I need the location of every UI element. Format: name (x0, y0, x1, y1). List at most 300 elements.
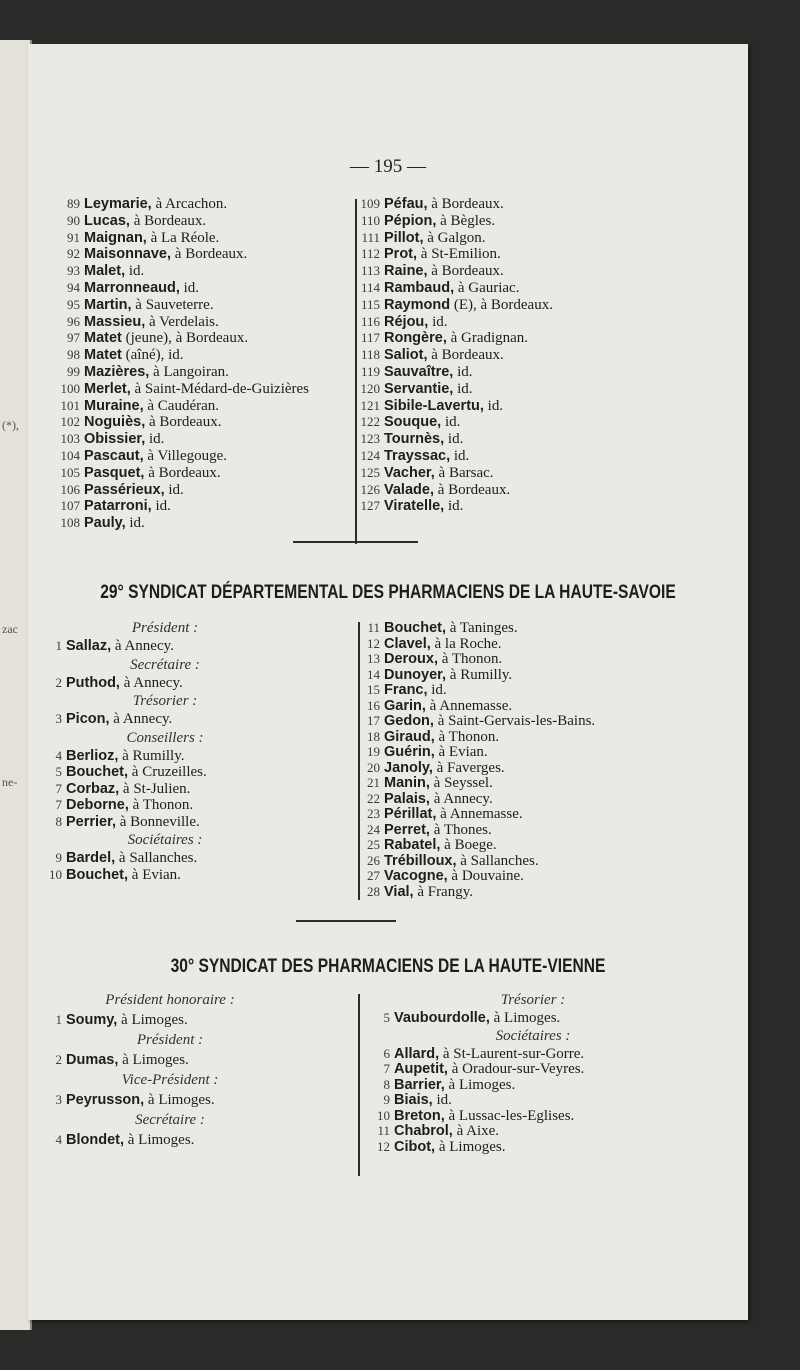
role-label: Secrétaire : (135, 1112, 205, 1128)
member-location: à Bordeaux. (431, 347, 504, 364)
member-entry (58, 347, 368, 364)
member-location: à Saint-Médard-de-Guizières (134, 380, 310, 397)
member-entry (40, 797, 350, 814)
entry-number: 104 (60, 447, 80, 463)
entry-number: 12 (377, 1138, 390, 1154)
member-name: Bouchet, (384, 620, 447, 636)
member-entry (358, 213, 718, 230)
member-location: à Thonon. (438, 728, 500, 745)
member-location: id. (453, 447, 470, 464)
member-entry (368, 1108, 738, 1124)
member-location: à Thonon. (441, 651, 503, 667)
member-name: Rongère, (384, 330, 447, 347)
role-label: Conseillers : (126, 729, 204, 746)
entry-number: 4 (55, 747, 62, 763)
member-entry (358, 381, 718, 398)
member-name: Passérieux, (84, 481, 165, 498)
member-name: Vial, (384, 883, 414, 900)
member-location: id. (432, 313, 448, 330)
member-location: id. (128, 263, 145, 280)
member-location: à Annemasse. (440, 806, 523, 822)
member-entry (358, 498, 718, 515)
member-name: Breton, (394, 1107, 445, 1124)
entry-number: 122 (360, 414, 380, 430)
entry-number: 12 (367, 635, 380, 651)
member-name: Allard, (394, 1045, 440, 1062)
entry-number: 5 (55, 764, 62, 779)
section30-heading: 30° SYNDICAT DES PHARMACIENS DE LA HAUTE-VIENNE (170, 956, 606, 977)
entry-number: 117 (360, 330, 380, 346)
member-name: Deroux, (384, 651, 438, 667)
column-divider (358, 994, 360, 1176)
entry-number: 114 (360, 279, 380, 295)
column-divider (355, 199, 357, 544)
member-location: à Annecy. (113, 711, 173, 727)
member-entry (368, 1092, 738, 1108)
member-location: à Caudéran. (147, 397, 220, 414)
member-name: Guérin, (384, 744, 435, 760)
member-entry (358, 636, 748, 652)
member-name: Viratelle, (384, 498, 445, 515)
member-location: à Boege. (444, 837, 497, 853)
entry-number: 28 (367, 883, 380, 899)
member-location: à Annecy. (114, 638, 174, 654)
member-name: Trayssac, (384, 447, 451, 464)
section28-right-column (358, 196, 718, 515)
member-name: Saliot, (384, 347, 428, 364)
member-name: Perret, (384, 821, 430, 838)
member-location: à St-Julien. (122, 780, 191, 797)
member-entry (58, 280, 368, 297)
member-location: à Bordeaux. (133, 212, 207, 229)
member-name: Berlioz, (66, 747, 119, 764)
margin-fragment: (*), (2, 418, 19, 432)
member-location: à Rumilly. (122, 747, 185, 764)
member-name: Soumy, (66, 1012, 118, 1028)
member-name: Perrier, (66, 813, 116, 830)
member-name: Pasquet, (84, 464, 145, 481)
member-entry (358, 806, 748, 822)
member-name: Chabrol, (394, 1123, 453, 1139)
member-name: Pillot, (384, 229, 424, 246)
member-location: à Cruzeilles. (131, 764, 207, 780)
entry-number: 110 (360, 212, 380, 228)
member-entry (58, 414, 368, 431)
member-name: Mazières, (84, 363, 150, 380)
member-location: à Thones. (433, 821, 492, 838)
member-entry (358, 744, 748, 760)
member-name: Clavel, (384, 635, 431, 652)
entry-number: 25 (367, 837, 380, 852)
entry-number: 111 (361, 229, 380, 245)
member-name: Leymarie, (84, 196, 152, 212)
member-name: Réjou, (384, 313, 429, 330)
member-entry (58, 482, 368, 499)
member-location: à Oradour-sur-Veyres. (451, 1061, 585, 1077)
entry-number: 3 (55, 711, 62, 726)
member-name: Peyrusson, (66, 1092, 145, 1108)
member-name: Biais, (394, 1092, 433, 1108)
member-location: id. (155, 498, 171, 515)
member-name: Vaubourdolle, (394, 1010, 490, 1026)
member-location: à Sauveterre. (135, 296, 214, 313)
entry-number: 120 (360, 380, 380, 396)
member-entry (358, 760, 748, 776)
section30-right-column (368, 990, 738, 1154)
entry-number: 21 (367, 775, 380, 790)
member-location: à Bègles. (440, 212, 496, 229)
member-entry (358, 729, 748, 745)
member-name: Maisonnave, (84, 246, 172, 263)
entry-number: 112 (360, 246, 380, 262)
member-entry (358, 822, 748, 838)
member-entry (358, 398, 718, 415)
member-entry (358, 482, 718, 499)
member-entry (358, 297, 718, 314)
member-name: Malet, (84, 263, 126, 280)
member-name: Marronneaud, (84, 279, 180, 296)
member-location: à Bordeaux. (437, 481, 511, 498)
member-entry (358, 414, 718, 431)
member-name: Périllat, (384, 806, 437, 822)
member-location: à St-Laurent-sur-Gorre. (442, 1045, 585, 1062)
member-name: Pépion, (384, 212, 437, 229)
entry-number: 126 (360, 481, 380, 497)
member-location: à Sallanches. (118, 850, 198, 866)
member-entry (358, 330, 718, 347)
member-name: Tournès, (384, 431, 445, 448)
member-location: à Gauriac. (457, 279, 520, 296)
member-location: à La Réole. (150, 229, 220, 246)
member-name: Matet (84, 330, 122, 347)
entry-number: 23 (367, 806, 380, 821)
member-entry (58, 196, 368, 213)
member-name: Rabatel, (384, 837, 441, 853)
entry-number: 8 (55, 813, 62, 829)
member-entry (58, 314, 368, 331)
member-location: id. (149, 431, 165, 448)
member-location: à Annemasse. (429, 697, 513, 714)
entry-number: 102 (60, 414, 80, 430)
member-entry (358, 263, 718, 280)
member-name: Cibot, (394, 1138, 436, 1155)
role-label: Sociétaires : (127, 832, 203, 848)
member-name: Noguiès, (84, 414, 146, 431)
member-entry (358, 853, 748, 869)
entry-number: 19 (367, 744, 380, 759)
entry-number: 2 (55, 1052, 62, 1067)
member-entry (40, 814, 350, 831)
entry-number: 109 (360, 196, 380, 211)
entry-number: 95 (67, 296, 80, 312)
member-entry (358, 314, 718, 331)
role-label: Trésorier : (500, 992, 566, 1008)
entry-number: 105 (60, 464, 80, 480)
member-location: id. (447, 498, 464, 515)
member-name: Giraud, (384, 728, 435, 745)
member-name: Vacogne, (384, 868, 448, 884)
member-entry (358, 230, 718, 247)
page-number: — 195 — (350, 156, 426, 177)
member-location: id. (168, 481, 184, 498)
member-name: Garin, (384, 697, 426, 714)
entry-number: 91 (67, 229, 80, 245)
entry-number: 116 (360, 313, 380, 329)
member-location: (E), à Bordeaux. (453, 296, 553, 313)
member-location: à Evian. (438, 744, 488, 760)
member-entry (358, 196, 718, 213)
member-name: Valade, (384, 481, 434, 498)
member-entry (368, 1077, 738, 1093)
member-name: Aupetit, (394, 1061, 448, 1077)
role-label: Président : (131, 620, 199, 636)
entry-number: 92 (67, 246, 80, 262)
entry-number: 18 (367, 728, 380, 744)
member-entry (58, 364, 368, 381)
entry-number: 9 (55, 850, 62, 865)
document-page (28, 44, 748, 1320)
entry-number: 1 (55, 1012, 62, 1027)
member-entry (368, 1010, 738, 1026)
member-entry (58, 398, 368, 415)
member-name: Gedon, (384, 713, 434, 729)
member-entry (40, 1090, 340, 1110)
member-name: Maignan, (84, 229, 147, 246)
member-entry (58, 431, 368, 448)
member-entry (58, 381, 368, 398)
entry-number: 24 (367, 821, 380, 837)
member-location: id. (431, 682, 447, 698)
member-entry (40, 711, 350, 728)
entry-number: 7 (55, 780, 62, 796)
entry-number: 119 (360, 363, 380, 379)
member-name: Lucas, (84, 212, 130, 229)
member-location: à Thonon. (132, 797, 194, 813)
member-name: Martin, (84, 296, 132, 313)
entry-number: 10 (377, 1107, 390, 1123)
member-entry (58, 246, 368, 263)
member-name: Sallaz, (66, 638, 112, 654)
member-location: à Seyssel. (433, 775, 493, 791)
member-location: à Limoges. (438, 1138, 506, 1155)
member-location: id. (129, 515, 145, 532)
member-entry (40, 850, 350, 867)
member-name: Dunoyer, (384, 666, 447, 683)
entry-number: 89 (67, 196, 80, 211)
member-entry (368, 1123, 738, 1139)
member-name: Souque, (384, 414, 442, 431)
entry-number: 1 (55, 638, 62, 653)
member-entry (368, 1061, 738, 1077)
section29-left-column (40, 618, 350, 883)
member-entry (358, 884, 748, 900)
member-location: à Verdelais. (149, 313, 219, 330)
member-location: à Saint-Gervais-les-Bains. (437, 713, 596, 729)
entry-number: 90 (67, 212, 80, 228)
entry-number: 108 (60, 515, 80, 531)
member-entry (368, 1046, 738, 1062)
member-location: à Sallanches. (460, 852, 539, 869)
entry-number: 10 (49, 866, 62, 882)
member-entry (58, 465, 368, 482)
member-name: Vacher, (384, 464, 435, 481)
member-entry (358, 868, 748, 884)
member-entry (40, 781, 350, 798)
entry-number: 2 (55, 674, 62, 690)
member-entry (58, 498, 368, 515)
member-name: Pascaut, (84, 447, 144, 464)
member-name: Sauvaître, (384, 363, 454, 380)
entry-number: 99 (67, 363, 80, 379)
member-location: à Faverges. (436, 759, 505, 776)
member-location: id. (444, 414, 461, 431)
entry-number: 124 (360, 447, 380, 463)
member-location: à Bonneville. (119, 813, 200, 830)
member-name: Franc, (384, 682, 428, 698)
entry-number: 94 (67, 279, 80, 295)
member-entry (358, 837, 748, 853)
member-name: Janoly, (384, 759, 433, 776)
role-label: Sociétaires : (495, 1027, 571, 1044)
member-location: à Barsac. (438, 464, 494, 481)
member-entry (368, 1139, 738, 1155)
member-location: id. (487, 397, 504, 414)
member-name: Prot, (384, 246, 418, 263)
entry-number: 26 (367, 852, 380, 868)
member-location: id. (457, 380, 473, 397)
member-name: Péfau, (384, 196, 428, 212)
entry-number: 15 (367, 682, 380, 697)
role-label: Président : (136, 1032, 204, 1048)
member-location: à Bordeaux. (431, 196, 504, 212)
member-entry (358, 246, 718, 263)
member-entry (58, 297, 368, 314)
member-name: Puthod, (66, 674, 120, 691)
entry-number: 16 (367, 697, 380, 713)
member-name: Raymond (384, 296, 451, 313)
member-entry (358, 465, 718, 482)
member-name: Palais, (384, 790, 430, 807)
entry-number: 115 (360, 296, 380, 312)
member-entry (40, 638, 350, 655)
member-location: (jeune), à Bordeaux. (125, 330, 249, 347)
member-entry (358, 775, 748, 791)
member-location: à Arcachon. (155, 196, 228, 212)
member-location: à Lussac-les-Eglises. (448, 1107, 575, 1124)
entry-number: 20 (367, 759, 380, 775)
member-entry (358, 280, 718, 297)
entry-number: 4 (55, 1132, 62, 1147)
entry-number: 6 (383, 1045, 390, 1061)
entry-number: 98 (67, 347, 80, 363)
member-location: à Galgon. (427, 229, 486, 246)
member-entry (358, 682, 748, 698)
role-label: Président honoraire : (105, 992, 235, 1008)
member-entry (40, 764, 350, 781)
member-entry (40, 675, 350, 692)
member-name: Trébilloux, (384, 852, 457, 869)
member-location: à Bordeaux. (148, 414, 222, 431)
member-name: Obissier, (84, 431, 146, 448)
entry-number: 106 (60, 481, 80, 497)
role-label: Trésorier : (132, 693, 198, 709)
role-label: Vice-Président : (121, 1072, 219, 1088)
member-entry (358, 651, 748, 667)
member-location: à St-Emilion. (420, 246, 501, 263)
member-name: Blondet, (66, 1132, 124, 1148)
entry-number: 22 (367, 790, 380, 806)
member-location: à Langoiran. (153, 363, 229, 380)
entry-number: 17 (367, 713, 380, 728)
role-label: Secrétaire : (130, 656, 200, 673)
member-name: Pauly, (84, 515, 126, 532)
entry-number: 13 (367, 651, 380, 666)
member-entry (40, 867, 350, 884)
entry-number: 123 (360, 431, 380, 447)
member-location: à Limoges. (122, 1052, 189, 1068)
member-name: Bardel, (66, 850, 116, 866)
member-name: Massieu, (84, 313, 146, 330)
member-entry (58, 263, 368, 280)
member-entry (58, 448, 368, 465)
member-location: à Aixe. (456, 1123, 500, 1139)
member-location: à Evian. (131, 866, 181, 883)
member-name: Corbaz, (66, 780, 120, 797)
member-entry (40, 748, 350, 765)
member-name: Barrier, (394, 1076, 445, 1093)
member-entry (358, 667, 748, 683)
section-separator (293, 541, 418, 543)
entry-number: 27 (367, 868, 380, 883)
member-location: id. (457, 363, 473, 380)
member-entry (358, 620, 748, 636)
entry-number: 8 (383, 1076, 390, 1092)
member-name: Picon, (66, 711, 110, 727)
member-location: à Bordeaux. (174, 246, 248, 263)
entry-number: 3 (55, 1092, 62, 1107)
entry-number: 127 (360, 498, 380, 514)
member-location: à Douvaine. (451, 868, 524, 884)
entry-number: 7 (55, 797, 62, 812)
member-entry (358, 698, 748, 714)
member-location: à Limoges. (127, 1132, 195, 1148)
member-location: à Limoges. (121, 1012, 188, 1028)
member-entry (40, 1010, 340, 1030)
entry-number: 101 (60, 397, 80, 413)
section-separator (296, 920, 396, 922)
member-location: à Taninges. (449, 620, 518, 636)
entry-number: 125 (360, 464, 380, 480)
member-name: Merlet, (84, 380, 131, 397)
member-entry (358, 713, 748, 729)
member-name: Deborne, (66, 797, 129, 813)
member-entry (358, 347, 718, 364)
member-entry (40, 1050, 340, 1070)
member-name: Sibile-Lavertu, (384, 397, 484, 414)
member-entry (58, 213, 368, 230)
member-location: à Bordeaux. (148, 464, 221, 481)
member-name: Bouchet, (66, 764, 129, 780)
section28-left-column (58, 196, 368, 532)
member-location: à Rumilly. (449, 666, 513, 683)
member-entry (358, 364, 718, 381)
member-entry (40, 1130, 340, 1150)
member-entry (58, 515, 368, 532)
member-name: Servantie, (384, 380, 454, 397)
entry-number: 97 (67, 330, 80, 346)
entry-number: 93 (67, 263, 80, 279)
member-location: à Limoges. (448, 1076, 516, 1093)
